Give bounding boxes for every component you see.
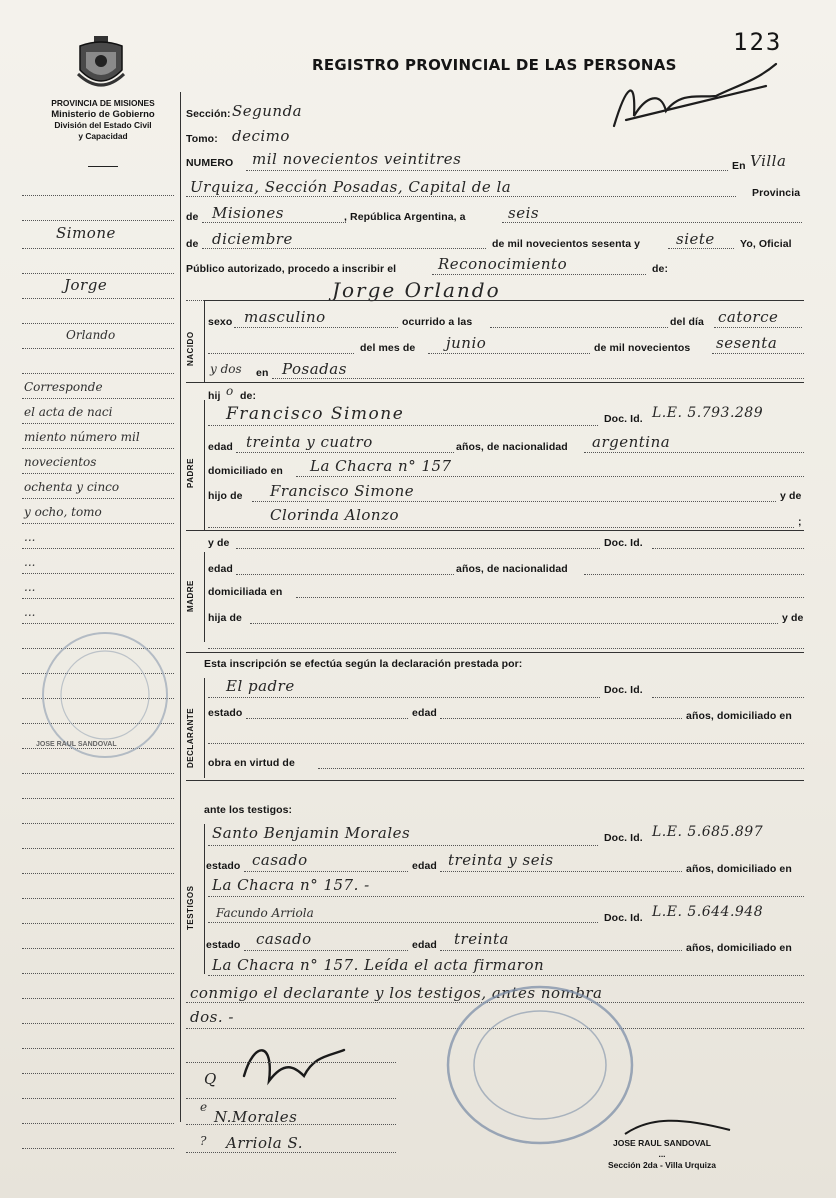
value-padre-domicilio: La Chacra n° 157 [310,457,452,475]
label-doc-declarante: Doc. Id. [604,684,643,696]
value-numero: mil novecientos veintitres [252,150,462,168]
label-anos-domiciliado-testigo-1: años, domiciliado en [686,863,792,875]
header-division: División del Estado Civil [54,120,152,130]
value-testigo-1-domicilio: La Chacra n° 157. - [212,876,370,894]
margin-note-line: novecientos [24,455,97,469]
value-testigo-2-estado: casado [256,930,312,948]
label-republica: , República Argentina, a [344,211,466,223]
value-testigo-1-estado: casado [252,851,308,869]
label-en-nac: en [256,367,269,379]
label-y-de-madre-2: y de [782,612,804,624]
value-mes: diciembre [212,230,293,248]
side-label-declarante: DECLARANTE [186,707,195,768]
margin-note-line: ... [24,580,36,594]
label-y-de: y de [780,490,802,502]
label-provincia: Provincia [752,187,801,199]
value-hij: o [226,384,234,398]
registrar-signature-top [606,56,791,141]
margin-stamp [30,620,180,775]
label-del-mes: del mes de [360,342,416,354]
value-cierre-2: dos. - [190,1008,234,1026]
side-label-padre: PADRE [186,458,195,488]
margin-note-line: miento número mil [24,430,140,444]
value-anio: siete [676,230,715,248]
margin-note-line: ... [24,605,36,619]
side-label-testigos: TESTIGOS [186,885,195,930]
margin-name-1: Jorge [64,276,108,294]
label-domiciliado-en: domiciliado en [208,465,283,477]
value-abuela: Clorinda Alonzo [270,506,400,524]
label-edad-testigo-2: edad [412,939,437,951]
page-number: 123 [733,28,783,56]
margin-note-line: y ocho, tomo [24,505,102,519]
label-semicolon: ; [798,516,802,528]
value-anio-nac: sesenta [716,334,778,352]
label-edad-padre: edad [208,441,233,453]
value-anio-nac-2: y dos [210,362,242,376]
label-numero: NUMERO [186,157,234,169]
value-testigo-2-doc: L.E. 5.644.948 [652,904,764,920]
label-hijo-de: hijo de [208,490,243,502]
label-esta-inscripcion: Esta inscripción se efectúa según la declaración prestada por: [204,658,523,670]
value-padre-doc: L.E. 5.793.289 [652,405,764,421]
value-tomo: decimo [232,127,290,145]
label-doc-padre: Doc. Id. [604,413,643,425]
value-testigo-1-edad: treinta y seis [448,851,554,869]
label-de-2: de [186,238,199,250]
label-anos-domiciliado-testigo-2: años, domiciliado en [686,942,792,954]
signature-mark-1: Q [204,1070,217,1088]
label-edad-testigo-1: edad [412,860,437,872]
registrar-stamp-line-2: ... [658,1149,666,1159]
value-dia: seis [508,204,540,222]
margin-note-line: ... [24,530,36,544]
value-padre: Francisco Simone [226,404,405,424]
label-doc-testigo-1: Doc. Id. [604,832,643,844]
label-edad-declarante: edad [412,707,437,719]
margin-stamp-text: JOSE RAUL SANDOVAL [36,741,117,748]
value-testigo-2-edad: treinta [454,930,510,948]
label-estado-testigo-2: estado [206,939,241,951]
value-sexo: masculino [244,308,326,326]
label-domiciliada-en: domiciliada en [208,586,283,598]
label-estado-declarante: estado [208,707,243,719]
label-hija-de: hija de [208,612,242,624]
coat-of-arms-emblem [74,34,128,94]
label-hij-de: de: [240,390,257,402]
label-anos-nacionalidad: años, de nacionalidad [456,441,568,453]
registrar-stamp-name: JOSE RAUL SANDOVAL [613,1138,711,1148]
registrar-signature-bottom [620,1112,740,1147]
signature-mark-3: ? [200,1134,207,1148]
label-de-colon: de: [652,263,669,275]
margin-note-line: el acta de naci [24,405,113,419]
value-lugar-nac: Posadas [282,360,347,378]
label-ante-testigos: ante los testigos: [204,804,293,816]
label-edad-madre: edad [208,563,233,575]
margin-name-2: Orlando [66,328,116,342]
value-testigo-2: Facundo Arriola [216,906,314,920]
margin-surname: Simone [56,224,116,242]
label-sexo: sexo [208,316,233,328]
label-anos-domiciliado-declarante: años, domiciliado en [686,710,792,722]
label-mil-novecientos: de mil novecientos [594,342,691,354]
value-padre-nacionalidad: argentina [592,433,671,451]
value-seccion: Segunda [232,102,303,120]
margin-note-line: ... [24,555,36,569]
value-testigo-1-doc: L.E. 5.685.897 [652,824,764,840]
label-doc-madre: Doc. Id. [604,537,643,549]
signature-mark-2: e [200,1100,208,1114]
value-de-provincia: Misiones [212,204,284,222]
label-yo-oficial: Yo, Oficial [740,238,792,250]
label-anos-nacionalidad-madre: años, de nacionalidad [456,563,568,575]
value-padre-edad: treinta y cuatro [246,433,373,451]
document-title: REGISTRO PROVINCIAL DE LAS PERSONAS [312,56,677,74]
margin-note-line: Corresponde [24,380,103,394]
label-y-de-madre: y de [208,537,230,549]
side-label-nacido: NACIDO [186,331,195,366]
header-capacity: y Capacidad [78,131,128,141]
label-publico: Público autorizado, procedo a inscribir el [186,263,397,275]
margin-note-line: ochenta y cinco [24,480,120,494]
value-lugar: Urquiza, Sección Posadas, Capital de la [190,178,512,196]
value-en: Villa [750,152,787,170]
value-dia-nac: catorce [718,308,779,326]
label-ocurrido: ocurrido a las [402,316,473,328]
label-obra-en-virtud: obra en virtud de [208,757,295,769]
header-province: PROVINCIA DE MISIONES [51,98,155,108]
label-hij: hij [208,390,221,402]
label-tomo: Tomo: [186,133,218,145]
header-ministry: Ministerio de Gobierno [51,109,155,120]
signature-3: Arriola S. [226,1134,304,1152]
value-cierre-1: conmigo el declarante y los testigos, antes nombra [190,984,603,1002]
value-testigo-2-domicilio: La Chacra n° 157. Leída el acta firmaron [212,956,545,974]
official-round-stamp [440,980,640,1155]
value-testigo-1: Santo Benjamin Morales [212,824,411,842]
label-mil-novecientos-sesenta: de mil novecientos sesenta y [492,238,641,250]
label-del-dia: del día [670,316,704,328]
value-mes-nac: junio [446,334,487,352]
side-label-madre: MADRE [186,580,195,612]
registrar-stamp-line-3: Sección 2da - Villa Urquiza [607,1160,717,1170]
label-de: de [186,211,199,223]
value-acto: Reconocimiento [438,255,568,273]
label-seccion: Sección: [186,108,231,120]
value-nombre: Jorge Orlando [332,278,501,302]
signature-2: N.Morales [214,1108,298,1126]
label-doc-testigo-2: Doc. Id. [604,912,643,924]
value-declarante: El padre [226,677,295,695]
label-en: En [732,160,746,172]
label-estado-testigo-1: estado [206,860,241,872]
value-abuelo: Francisco Simone [270,482,415,500]
